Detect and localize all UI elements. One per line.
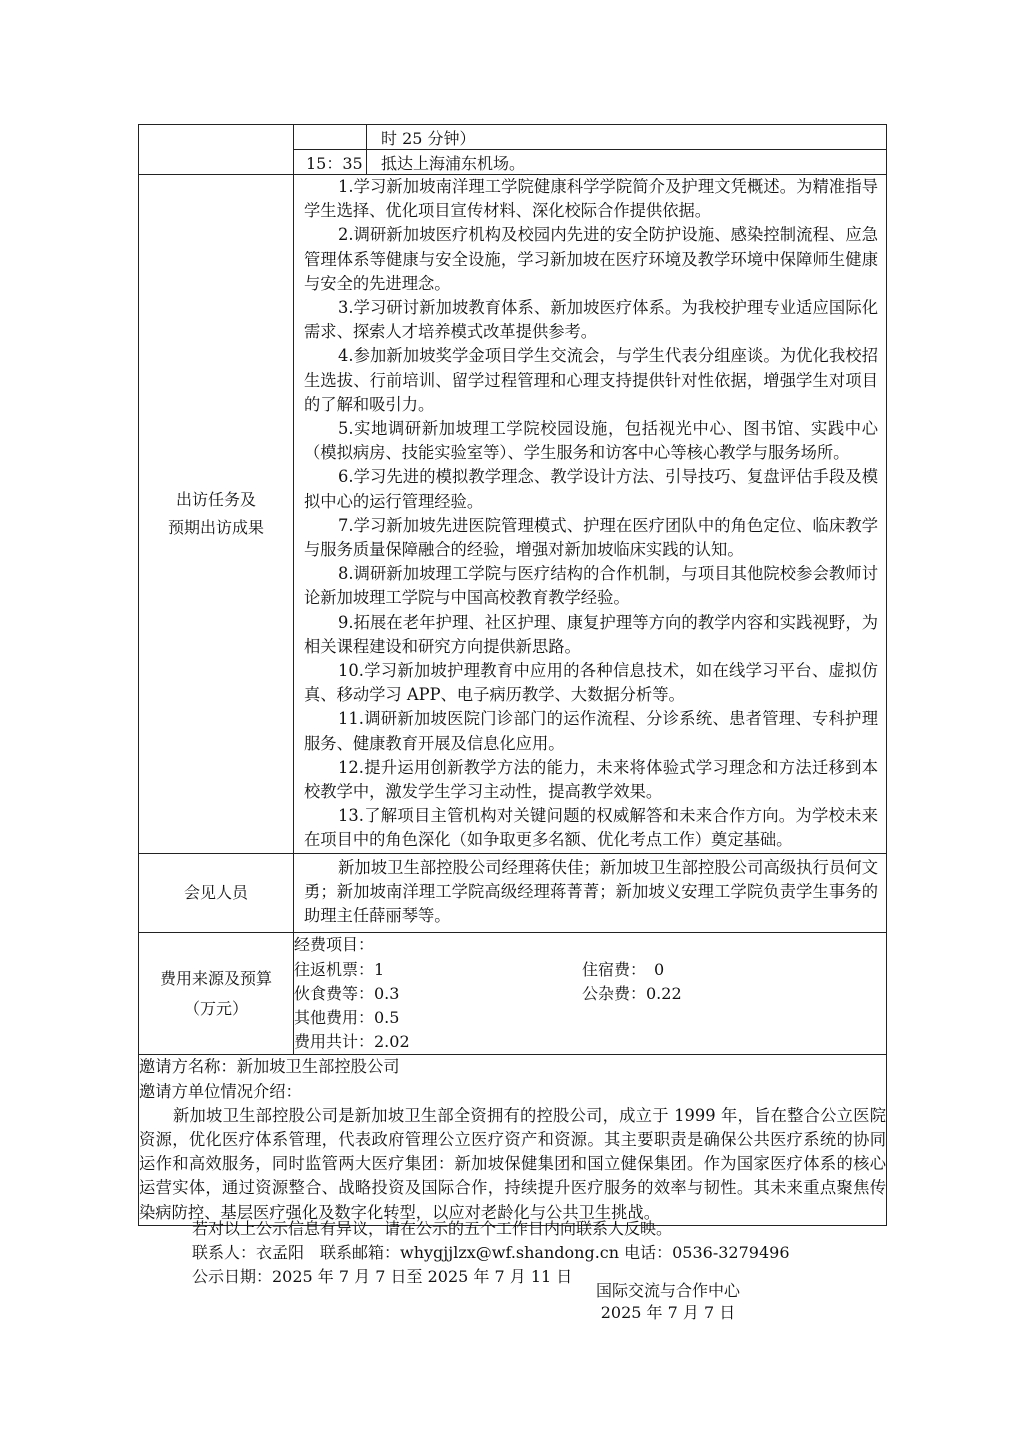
publication-period: 公示日期：2025 年 7 月 7 日至 2025 年 7 月 11 日 [192,1267,573,1286]
task-item: 4.参加新加坡奖学金项目学生交流会，与学生代表分组座谈。为优化我校招生选拔、行前培训、留学过程管理和心理支持提供针对性依据，增强学生对项目的了解和吸引力。 [304,346,878,414]
notice-footer [192,1217,790,1289]
tasks-label-line: 预期出访成果 [167,517,264,537]
task-item: 10.学习新加坡护理教育中应用的各种信息技术，如在线学习平台、虚拟仿真、移动学习 APP、电子病历教学、大数据分析等。 [304,661,878,705]
schedule-text: 抵达上海浦东机场。 [367,150,887,175]
document-table-wrapper [138,124,886,1226]
meeting-label: 会见人员 [139,853,294,933]
budget-airfare: 往返机票：1 [294,959,385,979]
task-item: 7.学习新加坡先进医院管理模式、护理在医疗团队中的角色定位、临床教学与服务质量保障融合的经验，增强对新加坡临床实践的认知。 [304,515,878,560]
tasks-row [139,175,887,854]
info-table [138,124,887,1226]
issuing-organization: 国际交流与合作中心 [596,1281,741,1300]
inviter-row [139,1055,887,1225]
budget-line [294,982,886,1006]
budget-heading: 经费项目： [294,935,375,955]
tasks-label [139,175,294,854]
task-item: 6.学习先进的模拟教学理念、教学设计方法、引导技巧、复盘评估手段及模拟中心的运行管理经验。 [304,467,878,511]
inviter-intro: 新加坡卫生部控股公司是新加坡卫生部全资拥有的控股公司，成立于 1999 年，旨在整合公立医院资源，优化医疗体系管理，代表政府管理公立医疗资产和资源。其主要职责是确保公共医疗系统的协同运作和高效服务，同时监管两大医疗集团：新加坡保健集团和国立健保集团。作为国家医疗体系的核心运营实体，通过资源整合、战略投资及国际合作，持续提升医疗服务的效率与韧性。其未来重点聚焦传染病防控、基层医疗强化及数字化转型，以应对老龄化与公共卫生挑战。 [139,1105,886,1222]
budget-other: 其他费用：0.5 [294,1007,400,1027]
task-item: 1.学习新加坡南洋理工学院健康科学学院简介及护理文凭概述。为精准指导学生选择、优化项目宣传材料、深化校际合作提供依据。 [304,177,878,221]
budget-label-line: （万元） [183,998,248,1018]
task-item: 3.学习研讨新加坡教育体系、新加坡医疗体系。为我校护理专业适应国际化需求、探索人才培养模式改革提供参考。 [304,298,878,342]
contact-info: 联系人：衣孟阳 联系邮箱：whygjjlzx@wf.shandong.cn 电话：0536-3279496 [192,1243,790,1262]
budget-line [294,958,886,982]
signature-block [596,1280,740,1324]
schedule-text: 时 25 分钟） [367,125,887,150]
inviter-content [139,1055,887,1225]
notice-text: 若对以上公示信息有异议，请在公示的五个工作日内向联系人反映。 [192,1219,673,1238]
budget-label-line: 费用来源及预算 [159,968,272,988]
inviter-intro-label: 邀请方单位情况介绍： [139,1081,302,1101]
task-item: 9.拓展在老年护理、社区护理、康复护理等方向的教学内容和实践视野，为相关课程建设和研究方向提供新思路。 [304,612,878,656]
budget-content [294,933,887,1055]
task-item: 2.调研新加坡医疗机构及校园内先进的安全防护设施、感染控制流程、应急管理体系等健康与安全设施，学习新加坡在医疗环境及教学环境中保障师生健康与安全的先进理念。 [304,225,878,293]
task-item: 8.调研新加坡理工学院与医疗结构的合作机制，与项目其他院校参会教师讨论新加坡理工学院与中国高校教育教学经验。 [304,564,878,608]
inviter-name: 邀请方名称：新加坡卫生部控股公司 [139,1057,400,1077]
issue-date: 2025 年 7 月 7 日 [600,1303,736,1322]
schedule-time-cell-empty [294,125,367,150]
task-item: 5.实地调研新加坡理工学院校园设施，包括视光中心、图书馆、实践中心（模拟病房、技能实验室等）、学生服务和访客中心等核心教学与服务场所。 [304,419,878,463]
task-item: 13.了解项目主管机构对关键问题的权威解答和未来合作方向。为学校未来在项目中的角色深化（如争取更多名额、优化考点工作）奠定基础。 [304,806,878,850]
task-item: 11.调研新加坡医院门诊部门的运作流程、分诊系统、患者管理、专科护理服务、健康教育开展及信息化应用。 [304,709,878,753]
budget-total: 费用共计：2.02 [294,1032,410,1052]
budget-label [139,933,294,1055]
meeting-content [294,853,887,933]
budget-lodging: 住宿费： 0 [582,959,665,979]
schedule-row-continuation [139,125,887,150]
tasks-content [294,175,887,854]
budget-meals: 伙食费等：0.3 [294,983,400,1003]
schedule-label-cell [139,125,294,175]
task-item: 12.提升运用创新教学方法的能力，未来将体验式学习理念和方法迁移到本校教学中，激发学生学习主动性，提高教学效果。 [304,757,878,802]
budget-misc: 公杂费：0.22 [582,983,682,1003]
budget-row [139,933,887,1055]
meeting-text: 新加坡卫生部控股公司经理蒋伕佳；新加坡卫生部控股公司高级执行员何文勇；新加坡南洋理工学院高级经理蒋菁菁；新加坡义安理工学院负责学生事务的助理主任薛丽琴等。 [304,857,878,926]
schedule-time: 15：35 [294,150,367,175]
tasks-label-line: 出访任务及 [175,489,256,509]
meeting-row [139,853,887,933]
